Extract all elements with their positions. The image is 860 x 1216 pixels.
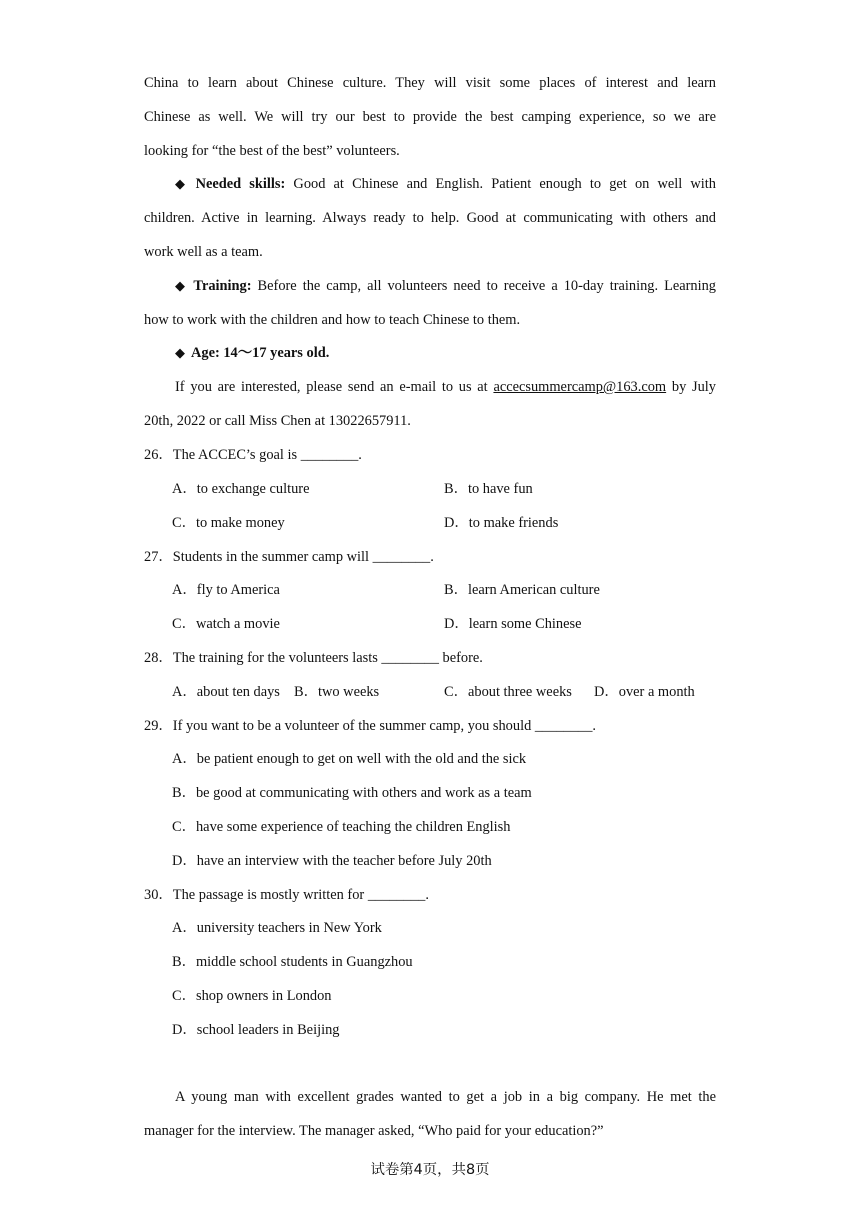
option-d[interactable]: D．over a month xyxy=(594,684,695,700)
option-a[interactable]: A．to exchange culture xyxy=(172,481,310,497)
option-c[interactable]: C．to make money xyxy=(172,515,285,531)
diamond-bullet-icon: ◆ xyxy=(175,279,188,294)
option-c[interactable]: C．about three weeks xyxy=(444,684,572,700)
question-stem: 27．Students in the summer camp will ________. xyxy=(144,549,434,565)
training-label: Training: xyxy=(193,278,252,294)
contact-text: by July xyxy=(671,379,716,395)
option-b[interactable]: B．middle school students in Guangzhou xyxy=(172,954,413,970)
option-a[interactable]: A．university teachers in New York xyxy=(172,920,382,936)
option-d[interactable]: D．school leaders in Beijing xyxy=(172,1022,340,1038)
contact-line xyxy=(175,377,716,397)
contact-text: If you are interested, please send an e-mail to us at xyxy=(175,379,488,395)
passage-line: work well as a team. xyxy=(144,244,263,260)
age-label: Age: 14～17 years old. xyxy=(191,345,330,361)
passage-line: children. Active in learning. Always ready to help. Good at communicating with others and xyxy=(144,210,716,226)
passage-line: Chinese as well. We will try our best to provide the best camping experience, so we are xyxy=(144,109,716,125)
option-a[interactable]: A．fly to America xyxy=(172,582,280,598)
passage-line: manager for the interview. The manager asked, “Who paid for your education?” xyxy=(144,1123,604,1139)
option-b[interactable]: B．learn American culture xyxy=(444,582,600,598)
passage-line: A young man with excellent grades wanted to get a job in a big company. He met the xyxy=(175,1089,716,1105)
option-a[interactable]: A．about ten days xyxy=(172,684,280,700)
option-d[interactable]: D．have an interview with the teacher before July 20th xyxy=(172,853,492,869)
passage-line: how to work with the children and how to teach Chinese to them. xyxy=(144,312,521,328)
option-a[interactable]: A．be patient enough to get on well with the old and the sick xyxy=(172,751,527,767)
diamond-bullet-icon: ◆ xyxy=(175,177,190,192)
option-b[interactable]: B．to have fun xyxy=(444,481,533,497)
question-stem: 28．The training for the volunteers lasts ________ before. xyxy=(144,650,483,666)
passage-line: looking for “the best of the best” volunteers. xyxy=(144,143,400,159)
option-d[interactable]: D．to make friends xyxy=(444,515,559,531)
skills-label: Needed skills: xyxy=(195,176,286,192)
passage-line: 20th, 2022 or call Miss Chen at 13022657911. xyxy=(144,413,411,429)
page-footer: 试卷第4页，共8页 xyxy=(370,1162,490,1178)
option-b[interactable]: B．be good at communicating with others and work as a team xyxy=(172,785,532,801)
passage-line: China to learn about Chinese culture. They will visit some places of interest and learn xyxy=(144,75,716,91)
option-b[interactable]: B．two weeks xyxy=(294,684,380,700)
skills-text: Good at Chinese and English. Patient enough to get on well with xyxy=(293,176,716,192)
option-c[interactable]: C．watch a movie xyxy=(172,616,280,632)
email-link[interactable]: accecsummercamp@163.com xyxy=(493,379,667,395)
question-stem: 26．The ACCEC’s goal is ________. xyxy=(144,447,362,463)
diamond-bullet-icon: ◆ xyxy=(175,346,185,361)
training-line xyxy=(175,276,716,297)
option-c[interactable]: C．have some experience of teaching the children English xyxy=(172,819,511,835)
question-stem: 30．The passage is mostly written for ________. xyxy=(144,887,429,903)
needed-skills-line xyxy=(175,174,716,195)
age-line xyxy=(175,343,716,364)
option-d[interactable]: D．learn some Chinese xyxy=(444,616,582,632)
training-text: Before the camp, all volunteers need to receive a 10-day training. Learning xyxy=(257,278,717,294)
question-stem: 29．If you want to be a volunteer of the summer camp, you should ________. xyxy=(144,718,597,734)
option-c[interactable]: C．shop owners in London xyxy=(172,988,332,1004)
